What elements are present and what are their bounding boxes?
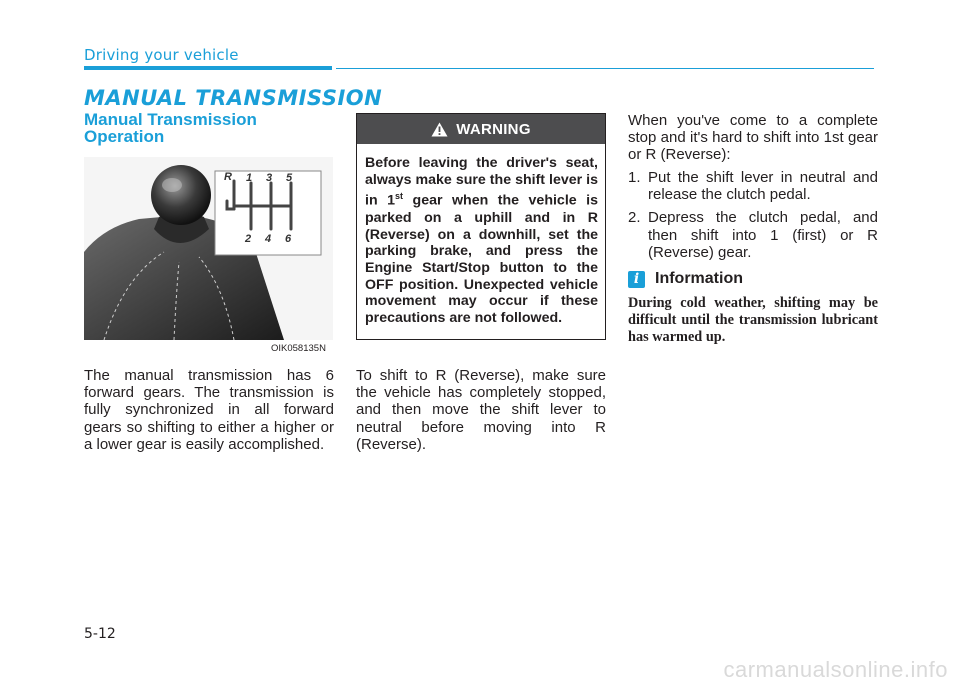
page-number: 5-12	[84, 626, 116, 642]
page-header-title: Driving your vehicle	[84, 46, 239, 64]
shift-pattern-3: 3	[266, 172, 273, 184]
shift-pattern-1: 1	[246, 172, 253, 184]
shift-pattern-r: R	[224, 171, 232, 183]
information-body: During cold weather, shifting may be difficult until the transmission lubricant has warmed up.	[628, 295, 878, 346]
information-header	[628, 270, 743, 288]
shift-pattern-5: 5	[286, 172, 293, 184]
subheading	[84, 111, 324, 145]
step-number: 1.	[628, 169, 641, 186]
warning-triangle-icon	[431, 122, 448, 137]
warning-body-b: gear when the vehicle is parked on a uphill and in R (Reverse) on a downhill, set the parking brake, and press the Engine Start/Stop button to the OFF position. Unexpected vehicle movement may occur if these precautions are not followed.	[365, 193, 598, 327]
col2-paragraph: To shift to R (Reverse), make sure the vehicle has completely stopped, and then move the shift lever to neutral before moving into R (Reverse).	[356, 367, 606, 453]
header-rule-thin	[336, 68, 874, 69]
warning-body-sup: st	[395, 191, 404, 202]
shift-pattern-2: 2	[245, 233, 252, 245]
warning-title: WARNING	[456, 120, 531, 138]
information-label: Information	[655, 270, 743, 287]
header-rule-thick	[84, 66, 332, 70]
subheading-line-1: Manual Transmission	[84, 110, 257, 129]
figure-code: OIK058135N	[271, 343, 326, 354]
warning-body	[357, 144, 605, 327]
shift-pattern-4: 4	[265, 233, 272, 245]
warning-header	[357, 114, 605, 144]
warning-box	[356, 113, 606, 340]
information-icon: i	[628, 271, 645, 288]
col1-paragraph: The manual transmission has 6 forward gears. The transmission is fully synchronized in all forward gears so shifting to either a higher or a lower gear is easily accomplished.	[84, 367, 334, 453]
gear-shift-figure	[84, 157, 333, 340]
subheading-line-2: Operation	[84, 127, 165, 146]
steps-list	[628, 169, 878, 267]
section-title: MANUAL TRANSMISSION	[84, 86, 383, 110]
step-text: Put the shift lever in neutral and release the clutch pedal.	[648, 169, 878, 204]
step-text: Depress the clutch pedal, and then shift into 1 (first) or R (Reverse) gear.	[648, 209, 878, 261]
shift-pattern-6: 6	[285, 233, 292, 245]
watermark: carmanualsonline.info	[723, 657, 948, 682]
step-number: 2.	[628, 209, 641, 227]
warning-body-a: Before leaving the driver's seat, always make sure the shift lever is in 1	[365, 155, 598, 210]
gear-shift-illustration	[84, 157, 333, 340]
col3-intro: When you've come to a complete stop and it's hard to shift into 1st gear or R (Reverse):	[628, 112, 878, 164]
list-item	[628, 169, 878, 203]
list-item	[628, 209, 878, 261]
